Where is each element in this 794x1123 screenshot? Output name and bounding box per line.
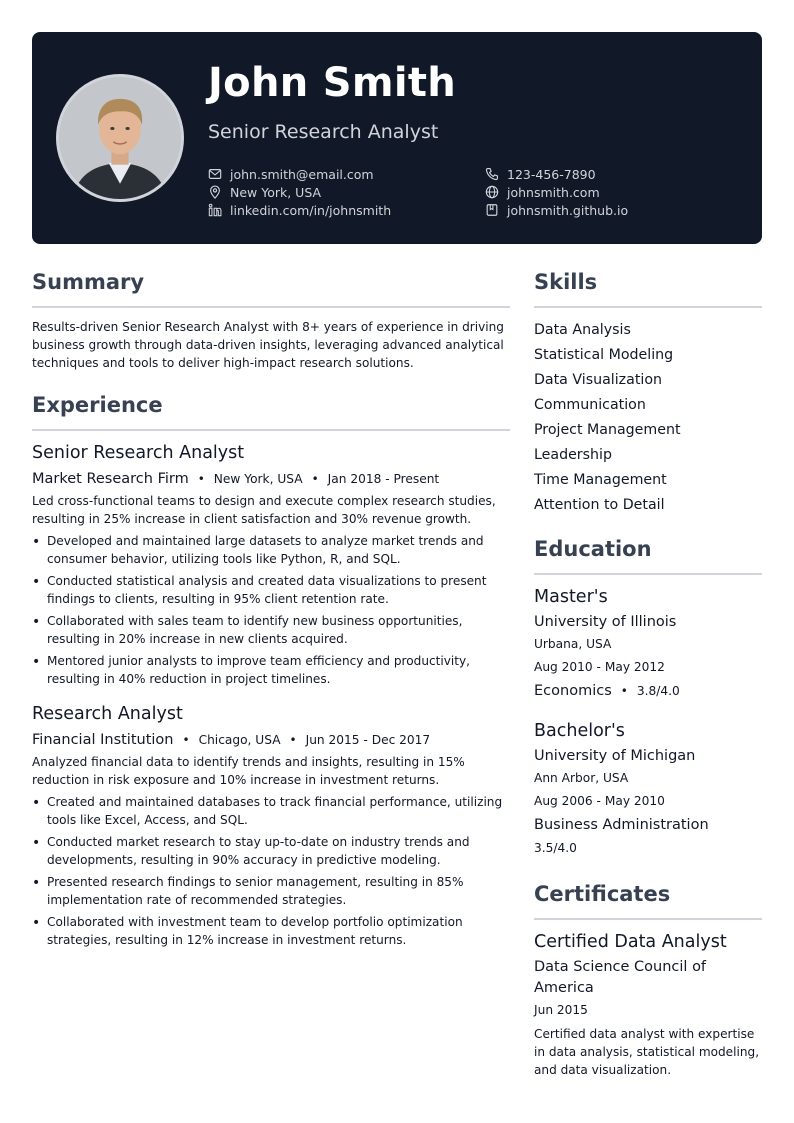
bullet-text: Collaborated with sales team to identify new business opportunities, resulting in 20% increase in new clients acquired. [47, 614, 463, 646]
bullet-text: Mentored junior analysts to improve team efficiency and productivity, resulting in 40% reduction in project timelines. [47, 654, 471, 686]
bullet-text: Developed and maintained large datasets to analyze market trends and consumer behavior, utilizing tools like Python, R, and SQL. [47, 534, 484, 566]
separator-dot: • [620, 684, 628, 698]
job-title: Senior Research Analyst [32, 443, 245, 463]
job-title: Research Analyst [32, 704, 183, 724]
candidate-title: Senior Research Analyst [208, 121, 439, 143]
globe-icon [485, 185, 499, 199]
bullet-item [32, 572, 510, 608]
linkedin-text: linkedin.com/in/johnsmith [230, 202, 392, 218]
bullet-mark: • [32, 875, 41, 891]
portrait-image [59, 77, 181, 199]
field-row [534, 679, 762, 703]
bullet-text: Created and maintained databases to track financial performance, utilizing tools like Excel, Access, and SQL. [47, 795, 503, 827]
gpa: 3.8/4.0 [636, 684, 680, 698]
job-company: Financial Institution [32, 732, 174, 748]
job-description: Led cross-functional teams to design and execute complex research studies, resulting in 25% increase in client satisfaction and 30% revenue growth. [32, 494, 496, 526]
job-meta [32, 730, 510, 750]
skill-item: Data Analysis [534, 322, 631, 338]
job-description: Analyzed financial data to identify trends and insights, resulting in 15% reduction in risk exposure and 10% increase in investment returns. [32, 755, 465, 787]
education-section [534, 535, 762, 860]
website-text: johnsmith.com [507, 184, 600, 200]
contact-phone[interactable] [485, 165, 596, 183]
summary-section [32, 268, 510, 372]
linkedin-icon [208, 203, 222, 217]
map-pin-icon [208, 185, 222, 199]
skills-heading: Skills [534, 268, 762, 308]
certificate-description: Certified data analyst with expertise in data analysis, statistical modeling, and data visualization. [534, 1027, 760, 1077]
institution: University of Michigan [534, 748, 696, 764]
summary-heading: Summary [32, 268, 510, 308]
education-dates: Aug 2006 - May 2010 [534, 794, 665, 808]
bullet-text: Presented research findings to senior management, resulting in 85% implementation rate of recommended strategies. [47, 875, 464, 907]
resume-header [32, 32, 762, 244]
summary-text: Results-driven Senior Research Analyst with 8+ years of experience in driving business growth through data-driven insights, leveraging advanced analytical techniques and tools to deliver high-impact research solutions. [32, 320, 504, 370]
field-of-study: Economics [534, 683, 612, 699]
skills-section [534, 268, 762, 518]
bullet-item [32, 652, 510, 688]
education-dates: Aug 2010 - May 2012 [534, 660, 665, 674]
education-entry [534, 719, 762, 860]
job-company: Market Research Firm [32, 471, 189, 487]
bullet-item [32, 913, 510, 949]
job-entry [32, 441, 510, 688]
candidate-name: John Smith [208, 60, 457, 106]
skill-item: Time Management [534, 472, 667, 488]
certificate-issuer: Data Science Council of America [534, 959, 707, 996]
certificate-entry [534, 930, 762, 1079]
bullet-text: Conducted statistical analysis and created data visualizations to present findings to clients, resulting in 95% client retention rate. [47, 574, 487, 606]
contact-email[interactable] [208, 165, 374, 183]
bullet-mark: • [32, 835, 41, 851]
bullet-item [32, 532, 510, 568]
bullet-text: Collaborated with investment team to develop portfolio optimization strategies, resulting in 12% increase in investment returns. [47, 915, 463, 947]
right-column [534, 268, 762, 1079]
field-row [534, 813, 762, 837]
job-bullets [32, 793, 510, 949]
bullet-item [32, 612, 510, 648]
contact-linkedin[interactable] [208, 201, 391, 219]
separator-dot: • [182, 733, 190, 747]
bullet-mark: • [32, 534, 41, 550]
job-bullets [32, 532, 510, 688]
skill-item: Data Visualization [534, 372, 662, 388]
education-entry [534, 585, 762, 703]
education-location: Urbana, USA [534, 637, 612, 651]
skill-item: Communication [534, 397, 646, 413]
contact-website[interactable] [485, 183, 600, 201]
job-location: Chicago, USA [198, 733, 281, 747]
certificate-date: Jun 2015 [534, 1003, 588, 1017]
location-text: New York, USA [230, 184, 322, 200]
separator-dot: • [311, 472, 319, 486]
profile-photo [56, 74, 184, 202]
mail-icon [208, 167, 222, 181]
bullet-mark: • [32, 654, 41, 670]
gpa: 3.5/4.0 [534, 841, 577, 855]
contact-github[interactable] [485, 201, 628, 219]
job-dates: Jun 2015 - Dec 2017 [305, 733, 431, 747]
degree: Bachelor's [534, 721, 625, 741]
phone-icon [485, 167, 499, 181]
experience-heading: Experience [32, 391, 510, 431]
bookmark-icon [485, 203, 499, 217]
education-heading: Education [534, 535, 762, 575]
job-entry [32, 702, 510, 949]
certificate-name: Certified Data Analyst [534, 932, 727, 952]
contact-location [208, 183, 321, 201]
job-meta [32, 469, 510, 489]
separator-dot: • [197, 472, 205, 486]
bullet-mark: • [32, 614, 41, 630]
email-text: john.smith@email.com [230, 166, 374, 182]
job-location: New York, USA [213, 472, 303, 486]
separator-dot: • [289, 733, 297, 747]
bullet-mark: • [32, 915, 41, 931]
skill-item: Project Management [534, 422, 681, 438]
field-of-study: Business Administration [534, 817, 709, 833]
left-column [32, 268, 510, 953]
bullet-mark: • [32, 795, 41, 811]
institution: University of Illinois [534, 614, 677, 630]
experience-section [32, 391, 510, 949]
bullet-item [32, 873, 510, 909]
skill-item: Statistical Modeling [534, 347, 674, 363]
bullet-item [32, 833, 510, 869]
bullet-mark: • [32, 574, 41, 590]
github-text: johnsmith.github.io [507, 202, 629, 218]
certificates-heading: Certificates [534, 880, 762, 920]
certificates-section [534, 880, 762, 1079]
phone-text: 123-456-7890 [507, 166, 596, 182]
skill-item: Attention to Detail [534, 497, 665, 513]
job-dates: Jan 2018 - Present [327, 472, 440, 486]
education-location: Ann Arbor, USA [534, 771, 629, 785]
skill-item: Leadership [534, 447, 612, 463]
degree: Master's [534, 587, 608, 607]
bullet-text: Conducted market research to stay up-to-date on industry trends and developments, resulting in 90% accuracy in predictive modeling. [47, 835, 470, 867]
bullet-item [32, 793, 510, 829]
